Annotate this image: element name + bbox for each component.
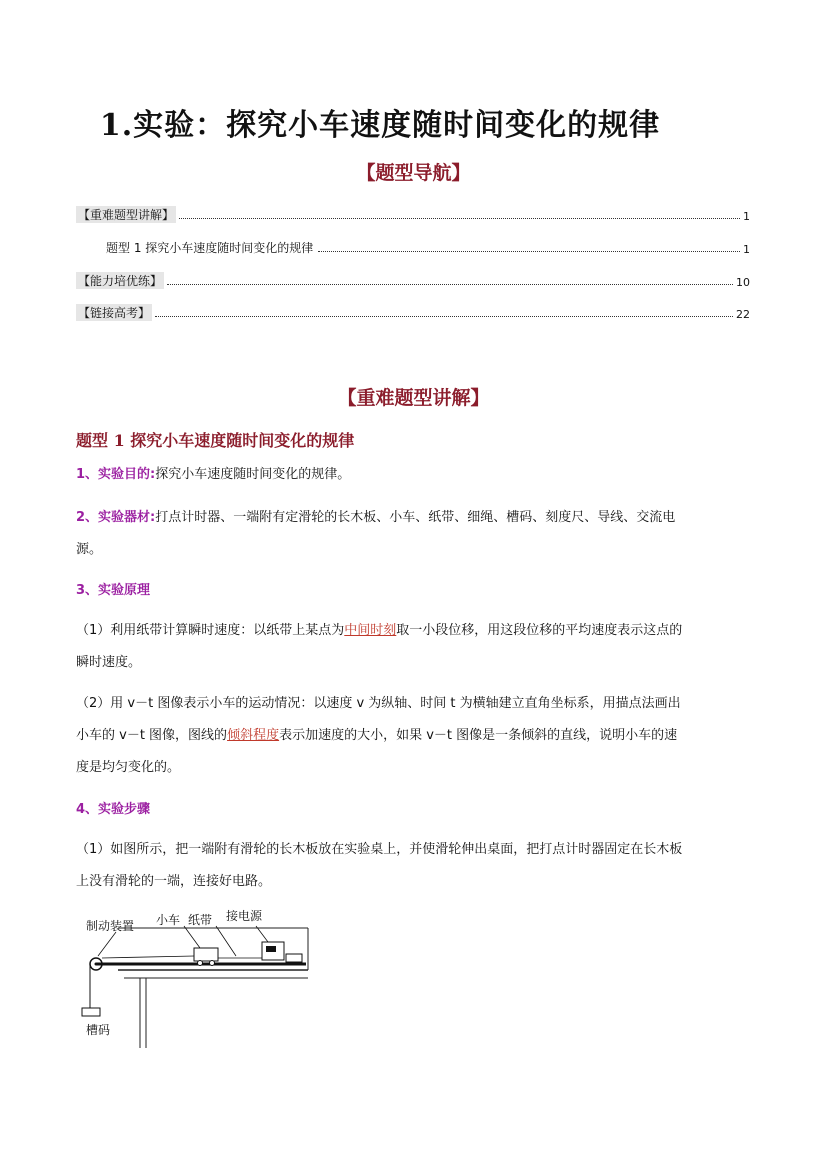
- brake-label: 制动装置: [86, 919, 135, 933]
- toc-label[interactable]: 【能力培优练】: [78, 274, 163, 288]
- key-term-middle-moment: 中间时刻: [344, 623, 397, 638]
- toc-page-number: 10: [736, 276, 750, 289]
- toc-leader: [179, 217, 740, 219]
- toc-row[interactable]: [76, 271, 750, 289]
- pulley-axle: [95, 963, 98, 966]
- toc-leader: [318, 250, 740, 252]
- toc-label[interactable]: 题型 1 探究小车速度随时间变化的规律: [106, 241, 314, 255]
- step-1-text-cont: 上没有滑轮的一端，连接好电路。: [76, 874, 272, 889]
- timer-core: [266, 946, 276, 952]
- equipment-text: 打点计时器、一端附有定滑轮的长木板、小车、纸带、细绳、槽码、刻度尺、导线、交流电: [155, 510, 676, 525]
- brake-leader: [98, 932, 116, 956]
- principle-2-text: （2）用 v－t 图像表示小车的运动情况：以速度 v 为纵轴、时间 t 为横轴建立直角坐标系，用描点法画出: [76, 696, 681, 711]
- nav-heading: 【题型导航】: [356, 162, 471, 184]
- equipment-paragraph: [76, 502, 756, 566]
- cart-string: [102, 956, 194, 958]
- step-1-paragraph: [76, 834, 756, 898]
- cart-leader: [184, 926, 200, 948]
- equipment-text-cont: 源。: [76, 542, 103, 557]
- toc-page-number: 22: [736, 308, 750, 321]
- toc-leader: [155, 315, 733, 317]
- weight-icon: [82, 1008, 100, 1016]
- question-type-heading: 题型 1 探究小车速度随时间变化的规律: [76, 431, 355, 450]
- timer-base: [286, 954, 302, 962]
- cart-wheel: [198, 961, 203, 966]
- cart-label: 小车: [156, 913, 181, 927]
- purpose-paragraph: [76, 459, 756, 491]
- tape-leader: [216, 926, 236, 956]
- toc-row[interactable]: [76, 303, 750, 321]
- purpose-text: 探究小车速度随时间变化的规律。: [155, 467, 351, 482]
- toc-label[interactable]: 【链接高考】: [78, 306, 151, 320]
- toc-page-number: 1: [743, 243, 750, 256]
- principle-1-text-end: 瞬时速度。: [76, 655, 142, 670]
- principle-2-text-b: 小车的 v－t 图像，图线的: [76, 728, 228, 743]
- principle-2-text-c: 表示加速度的大小，如果 v－t 图像是一条倾斜的直线，说明小车的速: [279, 728, 678, 743]
- apparatus-figure: [76, 908, 316, 1053]
- toc-page-number: 1: [743, 210, 750, 223]
- purpose-label: 1、实验目的:: [76, 467, 156, 482]
- principle-1-text-cont: 取一小段位移，用这段位移的平均速度表示这点的: [396, 623, 683, 638]
- power-label: 接电源: [226, 909, 263, 923]
- principle-1-paragraph: [76, 615, 756, 679]
- principle-2-paragraph: [76, 688, 756, 784]
- key-term-slope: 倾斜程度: [227, 728, 280, 743]
- cart-wheel: [210, 961, 215, 966]
- principle-2-text-d: 度是均匀变化的。: [76, 760, 181, 775]
- principle-label: 3、实验原理: [76, 583, 151, 598]
- principle-1-text: （1）利用纸带计算瞬时速度：以纸带上某点为: [76, 623, 345, 638]
- toc-row[interactable]: [104, 238, 750, 256]
- steps-label: 4、实验步骤: [76, 802, 151, 817]
- steps-heading: [76, 794, 756, 826]
- tape-label: 纸带: [188, 913, 213, 927]
- toc-label[interactable]: 【重难题型讲解】: [78, 208, 175, 222]
- step-1-text: （1）如图所示，把一端附有滑轮的长木板放在实验桌上，并使滑轮伸出桌面，把打点计时器固定在长木板: [76, 842, 683, 857]
- equipment-label: 2、实验器材:: [76, 510, 156, 525]
- cart-icon: [194, 948, 218, 961]
- section-heading: 【重难题型讲解】: [337, 387, 490, 409]
- weight-label: 槽码: [86, 1023, 111, 1037]
- document-title: 1.实验：探究小车速度随时间变化的规律: [99, 108, 661, 143]
- toc-row[interactable]: [76, 205, 750, 223]
- toc-leader: [167, 283, 733, 285]
- principle-heading: [76, 575, 756, 607]
